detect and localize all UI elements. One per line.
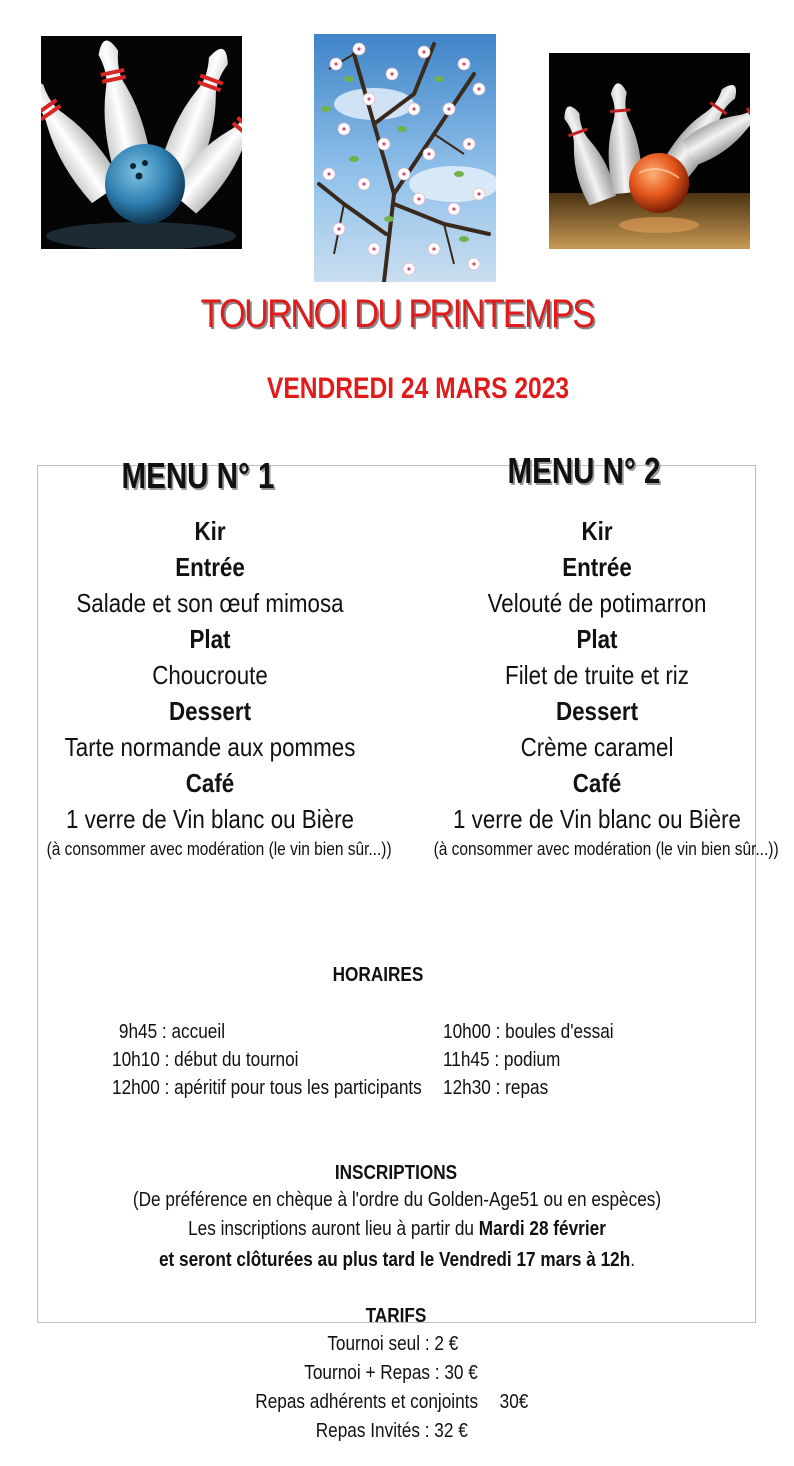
horaire-item: 9h45 : accueil bbox=[118, 1021, 226, 1043]
menu-2-note: (à consommer avec modération (le vin bien sûr...)) bbox=[433, 839, 779, 859]
menu-2-line: Crème caramel bbox=[520, 732, 674, 762]
menu-1-line: Entrée bbox=[175, 552, 245, 582]
menu-1-line: 1 verre de Vin blanc ou Bière bbox=[66, 804, 354, 834]
menu-1-line: Kir bbox=[194, 516, 226, 546]
menu-1-line: Café bbox=[185, 768, 235, 798]
menu-2-line: Filet de truite et riz bbox=[505, 660, 689, 690]
bowling-pins-orange-ball-illustration bbox=[549, 53, 750, 249]
inscriptions-closing bbox=[56, 1246, 739, 1275]
blossom-tree-illustration bbox=[314, 34, 496, 282]
menu-1-line: Salade et son œuf mimosa bbox=[76, 588, 344, 618]
menu-2-column bbox=[433, 513, 779, 861]
tarif-line: Tournoi seul : 2 € bbox=[326, 1333, 458, 1355]
horaires-heading: HORAIRES bbox=[332, 964, 424, 986]
menu-1-line: Dessert bbox=[168, 696, 252, 726]
horaires-right-list bbox=[443, 1018, 683, 1102]
tarif-line: Repas adhérents et conjoints bbox=[255, 1391, 478, 1413]
tarif-line: Tournoi + Repas : 30 € bbox=[304, 1362, 478, 1384]
tarif-line: Repas Invités : 32 € bbox=[315, 1420, 468, 1442]
menu-1-line: Tarte normande aux pommes bbox=[64, 732, 356, 762]
inscriptions-opening bbox=[56, 1215, 739, 1244]
bowling-photo-right bbox=[549, 53, 750, 249]
menu-2-line: Dessert bbox=[555, 696, 639, 726]
menu-2-line: Velouté de potimarron bbox=[487, 588, 707, 618]
menu-2-title: MENU N° 2 bbox=[507, 450, 661, 491]
menu-1-column bbox=[46, 513, 392, 861]
tarif-value: 30€ bbox=[499, 1391, 528, 1413]
bowling-pins-blue-ball-illustration bbox=[41, 36, 242, 249]
horaires-left-list bbox=[112, 1018, 432, 1102]
page-title: TOURNOI DU PRINTEMPS bbox=[200, 292, 594, 336]
horaire-item: 11h45 : podium bbox=[443, 1049, 561, 1071]
horaire-item: 10h00 : boules d'essai bbox=[443, 1021, 614, 1043]
tarifs-heading: TARIFS bbox=[365, 1305, 427, 1327]
inscriptions-closing-text: et seront clôturées au plus tard le Vendredi 17 mars à 12h bbox=[158, 1249, 631, 1271]
menu-1-line: Plat bbox=[189, 624, 231, 654]
menu-2-line: Entrée bbox=[562, 552, 632, 582]
menu-2-line: Plat bbox=[576, 624, 618, 654]
horaire-item: 10h10 : début du tournoi bbox=[112, 1049, 299, 1071]
menu-1-note: (à consommer avec modération (le vin bien sûr...)) bbox=[46, 839, 392, 859]
inscriptions-closing-suffix: . bbox=[630, 1249, 636, 1271]
inscriptions-payment-note: (De préférence en chèque à l'ordre du Golden-Age51 ou en espèces) bbox=[132, 1189, 662, 1211]
inscriptions-opening-text: Les inscriptions auront lieu à partir du bbox=[188, 1218, 479, 1240]
menu-2-line: Kir bbox=[581, 516, 613, 546]
menu-1-title: MENU N° 1 bbox=[121, 455, 275, 496]
horaire-item: 12h00 : apéritif pour tous les participants bbox=[112, 1077, 422, 1099]
inscriptions-heading: INSCRIPTIONS bbox=[334, 1162, 458, 1184]
inscriptions-opening-date: Mardi 28 février bbox=[478, 1218, 606, 1240]
horaire-item: 12h30 : repas bbox=[443, 1077, 549, 1099]
menu-1-line: Choucroute bbox=[152, 660, 268, 690]
bowling-photo-left bbox=[41, 36, 242, 249]
menu-2-line: Café bbox=[572, 768, 622, 798]
spring-blossom-photo bbox=[314, 34, 496, 282]
event-date: VENDREDI 24 MARS 2023 bbox=[266, 372, 570, 405]
menu-2-line: 1 verre de Vin blanc ou Bière bbox=[453, 804, 741, 834]
